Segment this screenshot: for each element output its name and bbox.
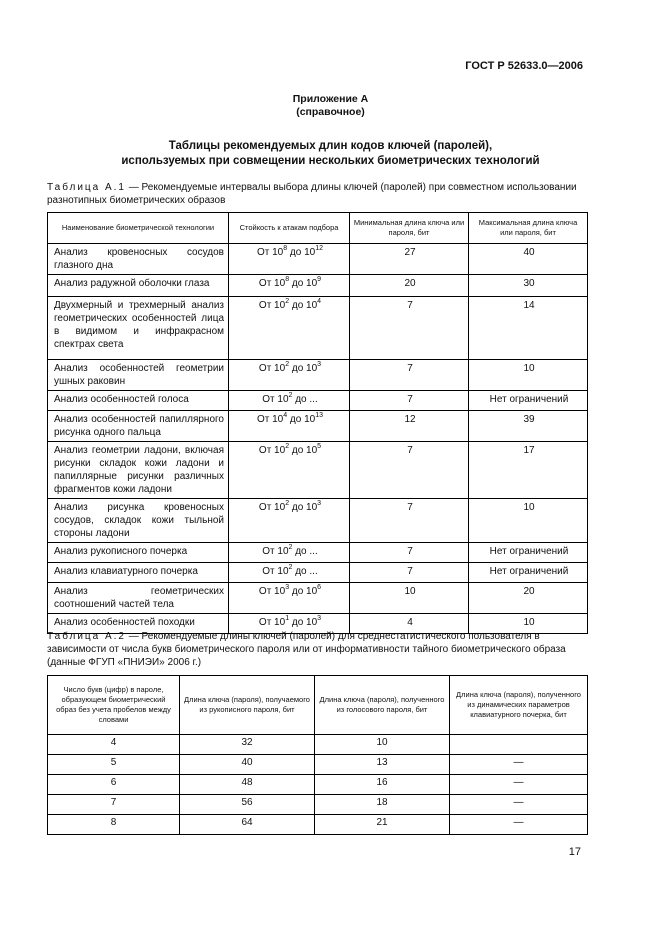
table2-header-row [48, 676, 588, 735]
max-length: Нет ограничений [469, 391, 588, 411]
resistance-range [229, 391, 350, 411]
min-length: 10 [350, 583, 469, 614]
keyboard-key-length [450, 735, 588, 755]
letter-count: 6 [48, 775, 180, 795]
range-to: до 10 [289, 502, 318, 513]
table-row [48, 297, 588, 360]
table2-header-keyboard: Длина ключа (пароля), полученного из динамических параметров клавиатурного почерка, бит [450, 676, 588, 735]
table1-header-technology: Наименование биометрической технологии [48, 213, 229, 244]
technology-name: Анализ клавиатурного почерка [48, 563, 229, 583]
table-row [48, 391, 588, 411]
range-to: до ... [292, 394, 318, 405]
technology-name: Анализ особенностей походки [48, 614, 229, 634]
range-from-exponent: 2 [285, 360, 290, 368]
table-row [48, 275, 588, 297]
range-to-exponent: 9 [317, 275, 322, 283]
table2-header-handwritten: Длина ключа (пароля), получаемого из рукописного пароля, бит [180, 676, 315, 735]
resistance-range [229, 499, 350, 543]
table-row [48, 442, 588, 499]
max-length: 30 [469, 275, 588, 297]
range-from: От 10 [256, 247, 284, 258]
table1-caption [47, 181, 587, 207]
appendix-note: (справочное) [296, 106, 365, 118]
resistance-range [229, 442, 350, 499]
resistance-range [229, 244, 350, 275]
keyboard-key-length: — [450, 755, 588, 775]
resistance-range [229, 275, 350, 297]
document-id: ГОСТ Р 52633.0—2006 [465, 60, 583, 72]
table2-header-voice: Длина ключа (пароля), полученного из голосового пароля, бит [315, 676, 450, 735]
voice-key-length: 18 [315, 795, 450, 815]
range-from-exponent: 8 [283, 244, 288, 252]
range-from-exponent: 2 [285, 499, 290, 507]
range-from: От 10 [258, 586, 286, 597]
range-to: до 10 [289, 617, 318, 628]
max-length: 39 [469, 411, 588, 442]
table-row [48, 543, 588, 563]
handwritten-key-length: 32 [180, 735, 315, 755]
range-to-exponent: 12 [315, 244, 324, 252]
max-length: 14 [469, 297, 588, 360]
resistance-range [229, 543, 350, 563]
letter-count: 4 [48, 735, 180, 755]
range-to: до 10 [289, 363, 318, 374]
range-from-exponent: 2 [285, 297, 290, 305]
range-from: От 10 [258, 300, 286, 311]
min-length: 7 [350, 442, 469, 499]
table-row [48, 563, 588, 583]
range-from-exponent: 1 [285, 614, 290, 622]
range-to: до ... [292, 566, 318, 577]
section-heading-line1: Таблицы рекомендуемых длин кодов ключей (паролей), [168, 140, 493, 152]
min-length: 7 [350, 499, 469, 543]
range-from: От 10 [258, 502, 286, 513]
table-row [48, 244, 588, 275]
table2 [47, 675, 588, 835]
resistance-range [229, 411, 350, 442]
range-from: От 10 [262, 566, 289, 577]
range-from-exponent: 2 [285, 442, 290, 450]
table-row [48, 755, 588, 775]
technology-name: Двухмерный и трехмерный анализ геометрических особенностей лица в видимом и инфракрасном спектрах света [48, 297, 229, 360]
min-length: 12 [350, 411, 469, 442]
letter-count: 7 [48, 795, 180, 815]
table1-header-max-length: Максимальная длина ключа или пароля, бит [469, 213, 588, 244]
voice-key-length: 16 [315, 775, 450, 795]
resistance-range [229, 360, 350, 391]
voice-key-length: 10 [315, 735, 450, 755]
table2-caption-text: — Рекомендуемые длины ключей (паролей) для среднестатистического пользователя в зависимости от числа букв биометрического пароля или от информативности тайного биометрического образа (данные ФГУП «ПНИЭИ» 2006 г.) [47, 631, 566, 668]
max-length: 10 [469, 360, 588, 391]
max-length: 10 [469, 499, 588, 543]
table-row [48, 499, 588, 543]
min-length: 20 [350, 275, 469, 297]
appendix-title: Приложение А [292, 93, 369, 105]
min-length: 27 [350, 244, 469, 275]
table2-header-letters: Число букв (цифр) в пароле, образующем биометрический образ без учета пробелов между словами [48, 676, 180, 735]
min-length: 4 [350, 614, 469, 634]
range-from: От 10 [256, 414, 284, 425]
range-to-exponent: 4 [317, 297, 322, 305]
table2-label: Таблица А.2 [47, 631, 126, 642]
resistance-range [229, 297, 350, 360]
keyboard-key-length: — [450, 775, 588, 795]
range-from: От 10 [258, 278, 286, 289]
letter-count: 8 [48, 815, 180, 835]
technology-name: Анализ особенностей папиллярного рисунка одного пальца [48, 411, 229, 442]
range-to: до 10 [289, 300, 318, 311]
min-length: 7 [350, 563, 469, 583]
table2-body [48, 735, 588, 835]
table-row [48, 795, 588, 815]
range-to: до 10 [289, 586, 318, 597]
max-length: 40 [469, 244, 588, 275]
range-to-exponent: 3 [317, 499, 322, 507]
range-to-exponent: 6 [317, 583, 322, 591]
table1-caption-text: — Рекомендуемые интервалы выбора длины ключей (паролей) при совместном использовании разнотипных биометрических образов [47, 182, 577, 206]
table2-caption [47, 630, 587, 669]
keyboard-key-length: — [450, 815, 588, 835]
table-row [48, 411, 588, 442]
range-from-exponent: 3 [285, 583, 290, 591]
keyboard-key-length: — [450, 795, 588, 815]
table-row [48, 360, 588, 391]
range-from-exponent: 2 [288, 543, 293, 551]
technology-name: Анализ кровеносных сосудов глазного дна [48, 244, 229, 275]
range-to: до 10 [289, 445, 318, 456]
technology-name: Анализ особенностей голоса [48, 391, 229, 411]
technology-name: Анализ геометрических соотношений частей тела [48, 583, 229, 614]
resistance-range [229, 583, 350, 614]
resistance-range [229, 563, 350, 583]
table-row [48, 775, 588, 795]
range-to-exponent: 13 [315, 411, 324, 419]
technology-name: Анализ особенностей геометрии ушных раковин [48, 360, 229, 391]
range-from-exponent: 2 [288, 563, 293, 571]
section-heading-line2: используемых при совмещении нескольких биометрических технологий [121, 155, 540, 167]
table1-header-resistance: Стойкость к атакам подбора [229, 213, 350, 244]
range-from-exponent: 8 [285, 275, 290, 283]
table-row [48, 735, 588, 755]
technology-name: Анализ радужной оболочки глаза [48, 275, 229, 297]
range-from: От 10 [258, 445, 286, 456]
table1-header-min-length: Минимальная длина ключа или пароля, бит [350, 213, 469, 244]
max-length: 20 [469, 583, 588, 614]
table-row [48, 583, 588, 614]
max-length: Нет ограничений [469, 563, 588, 583]
table1-label: Таблица А.1 [47, 182, 126, 193]
table-row [48, 815, 588, 835]
voice-key-length: 13 [315, 755, 450, 775]
min-length: 7 [350, 543, 469, 563]
handwritten-key-length: 48 [180, 775, 315, 795]
voice-key-length: 21 [315, 815, 450, 835]
handwritten-key-length: 64 [180, 815, 315, 835]
page-number: 17 [568, 846, 581, 858]
range-to: до 10 [287, 247, 316, 258]
max-length: 17 [469, 442, 588, 499]
technology-name: Анализ геометрии ладони, включая рисунки складок кожи ладони и папиллярные рисунки различных фрагментов кожи ладони [48, 442, 229, 499]
technology-name: Анализ рисунка кровеносных сосудов, складок кожи тыльной стороны ладони [48, 499, 229, 543]
range-from: От 10 [258, 617, 286, 628]
range-to: до 10 [287, 414, 316, 425]
letter-count: 5 [48, 755, 180, 775]
range-from-exponent: 2 [288, 391, 293, 399]
range-to-exponent: 5 [317, 442, 322, 450]
min-length: 7 [350, 360, 469, 391]
handwritten-key-length: 40 [180, 755, 315, 775]
range-to: до 10 [289, 278, 318, 289]
range-to-exponent: 3 [317, 360, 322, 368]
handwritten-key-length: 56 [180, 795, 315, 815]
range-from-exponent: 4 [283, 411, 288, 419]
min-length: 7 [350, 297, 469, 360]
range-to-exponent: 3 [317, 614, 322, 622]
table1-body [48, 244, 588, 634]
table1 [47, 212, 588, 634]
min-length: 7 [350, 391, 469, 411]
range-from: От 10 [262, 394, 289, 405]
technology-name: Анализ рукописного почерка [48, 543, 229, 563]
range-from: От 10 [258, 363, 286, 374]
table1-header-row [48, 213, 588, 244]
range-to: до ... [292, 546, 318, 557]
max-length: 10 [469, 614, 588, 634]
max-length: Нет ограничений [469, 543, 588, 563]
range-from: От 10 [262, 546, 289, 557]
